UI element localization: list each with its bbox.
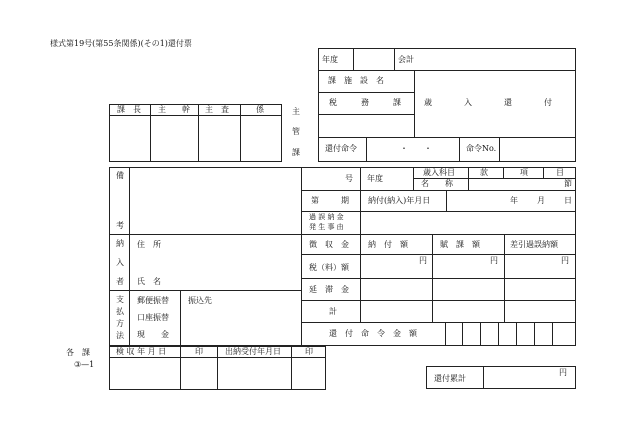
overpayment-label-1: 過 誤 納 金 [309,213,344,221]
payment-date-label: 納付(納入)年月日 [368,196,431,205]
tax-amount-label: 税（料）額 [309,263,349,272]
month-label: 月 [537,196,545,205]
dai-label: 第 [311,196,319,205]
payer-label-1: 納 [116,239,124,248]
late-fee-label: 延 滞 金 [309,285,349,294]
yen-unit-2: 円 [490,256,498,265]
meisho-label: 名 称 [421,179,453,188]
kan-label-2: 款 [480,168,488,177]
treasury-receipt-date-label: 出納受付年月日 [225,347,281,356]
seal-label-2: 印 [305,347,313,356]
zeimuka-label: 税 務 課 [329,98,401,107]
address-label: 住 所 [137,240,161,249]
refund-order-amount-label: 還 付 命 令 金 額 [329,329,417,338]
form-code: ③—1 [74,360,95,369]
payment-method-label-2: 払 [116,307,124,316]
shusa-label: 主 査 [205,105,229,114]
yen-unit-3: 円 [561,256,569,265]
cumulative-refund-label: 還付累計 [434,374,466,383]
facility-label: 課 施 設 名 [328,76,384,85]
order-date-dots: ・ ・ [400,144,432,153]
shu-label: 主 [292,107,300,116]
payment-method-label-3: 方 [116,319,124,328]
shukan-label: 主 幹 [158,105,190,114]
biko-label: 備 [116,171,124,180]
refund-order-label: 還付命令 [325,144,357,153]
setsu-label: 節 [564,179,572,188]
yen-unit-1: 円 [419,256,427,265]
overpayment-label-2: 発 生 事 由 [309,223,344,231]
payment-method-label-4: 法 [116,331,124,340]
name-label: 氏 名 [137,277,161,286]
payer-label-3: 者 [116,277,124,286]
moku-label: 目 [556,168,564,177]
total-label: 計 [329,307,337,316]
cash-label: 現 金 [137,330,169,339]
assessed-amount-label: 賦 課 額 [440,240,480,249]
ka-label: 課 [292,148,300,157]
transfer-destination-label: 振込先 [188,296,212,305]
nendo-label-2: 年度 [367,174,383,183]
kaikei-label: 会計 [398,55,414,64]
kan-label: 管 [292,127,300,136]
nendo-label: 年度 [322,55,338,64]
kou-label: 項 [520,168,528,177]
year-label: 年 [510,196,518,205]
paid-amount-label: 納 付 額 [368,240,408,249]
payer-label-2: 入 [116,258,124,267]
collected-amount-label: 徴 収 金 [309,240,349,249]
form-title: 様式第19号(第55条関係)(その1)還付票 [50,39,192,48]
payment-method-label-1: 支 [116,295,124,304]
kakari-label: 係 [256,105,264,114]
ki-label: 期 [341,196,349,205]
seal-label-1: 印 [195,347,203,356]
kacho-label: 課 長 [117,105,141,114]
revenue-account-label: 歳入科目 [423,168,455,177]
account-transfer-label: 口座振替 [137,313,169,322]
each-section-label: 各 課 [66,348,90,357]
go-label: 号 [345,174,353,183]
order-number-label: 命令No. [466,144,497,153]
net-overpayment-label: 差引過誤納額 [510,240,558,249]
revenue-refund-heading: 歳 入 還 付 [424,98,552,107]
ko-label: 考 [116,221,124,230]
day-label: 日 [564,196,572,205]
postal-transfer-label: 郵便振替 [137,296,169,305]
cumulative-yen-unit: 円 [559,368,567,377]
inspection-date-label: 検 収 年 月 日 [116,347,167,356]
